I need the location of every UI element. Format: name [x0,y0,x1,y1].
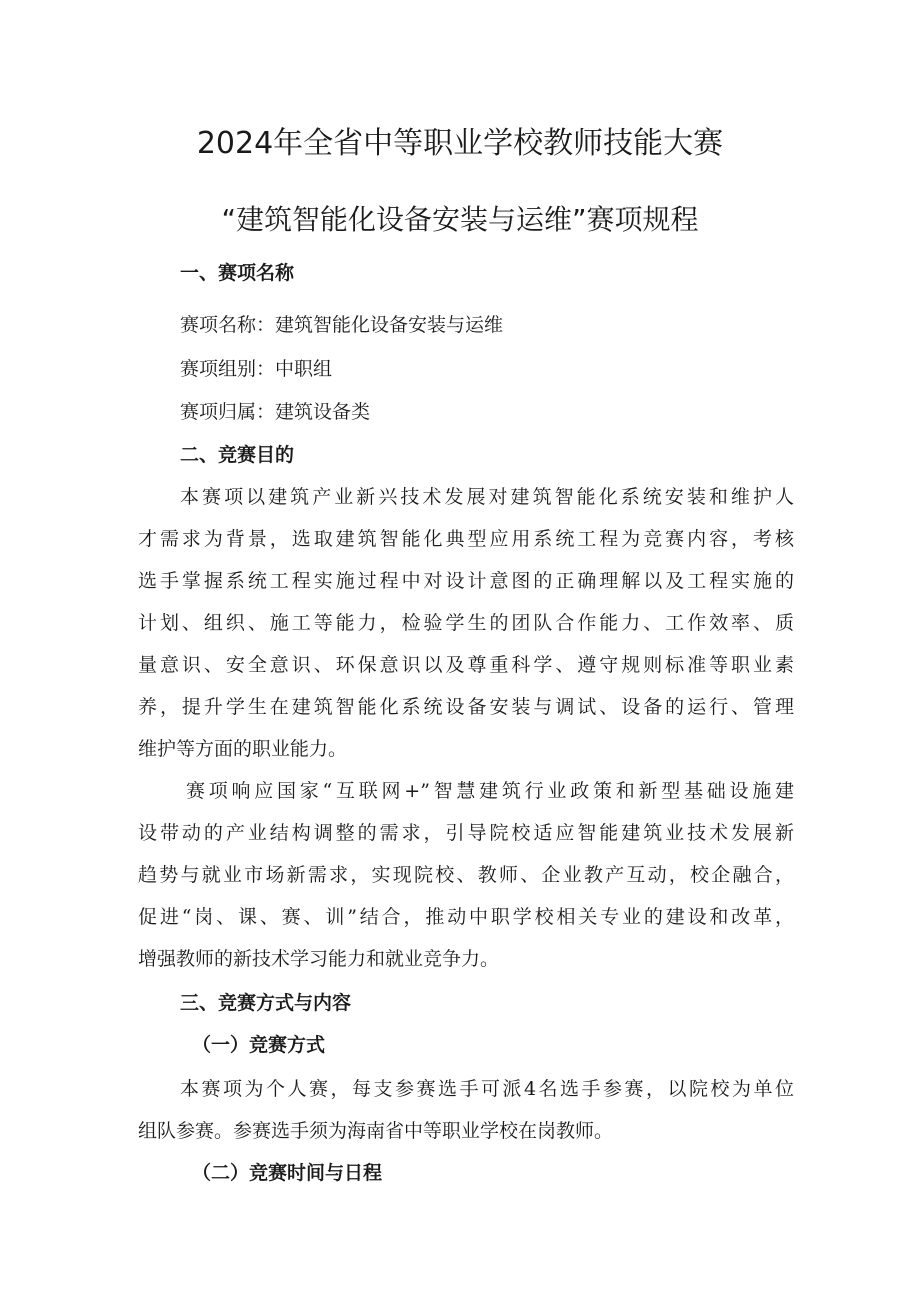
paragraph-line: 量意识、安全意识、环保意识以及尊重科学、遵守规则标准等职业素 [138,654,794,676]
paragraph-line: 本赛项以建筑产业新兴技术发展对建筑智能化系统安装和维护人 [180,486,794,508]
section-heading-3: 三、竞赛方式与内容 [180,992,352,1014]
paragraph-line: 组队参赛。参赛选手须为海南省中等职业学校在岗教师。 [138,1120,614,1142]
section-heading-1: 一、赛项名称 [180,262,295,284]
paragraph-line: 赛项响应国家“互联网+”智慧建筑行业政策和新型基础设施建 [186,780,794,802]
section-heading-2: 二、竞赛目的 [180,444,295,466]
paragraph-line: 才需求为背景，选取建筑智能化典型应用系统工程为竞赛内容，考核 [138,528,794,550]
paragraph-line: 维护等方面的职业能力。 [138,738,348,760]
document-subtitle: “建筑智能化设备安装与运维”赛项规程 [221,203,699,236]
event-group: 赛项组别：中职组 [180,358,333,380]
paragraph-line: 选手掌握系统工程实施过程中对设计意图的正确理解以及工程实施的 [138,570,794,592]
event-category: 赛项归属：建筑设备类 [180,401,371,423]
paragraph-line: 设带动的产业结构调整的需求，引导院校适应智能建筑业技术发展新 [138,822,794,844]
paragraph-line: 增强教师的新技术学习能力和就业竞争力。 [138,948,500,970]
paragraph-line: 计划、组织、施工等能力，检验学生的团队合作能力、工作效率、质 [138,612,794,634]
event-name: 赛项名称：建筑智能化设备安装与运维 [180,314,504,336]
paragraph-line: 养，提升学生在建筑智能化系统设备安装与调试、设备的运行、管理 [138,696,794,718]
subsection-heading-2: （二）竞赛时间与日程 [192,1162,383,1184]
paragraph-line: 促进“岗、课、赛、训”结合，推动中职学校相关专业的建设和改革， [138,906,794,928]
document-title: 2024年全省中等职业学校教师技能大赛 [196,126,724,161]
paragraph-line: 本赛项为个人赛，每支参赛选手可派4名选手参赛，以院校为单位 [180,1078,794,1100]
subsection-heading-1: （一）竞赛方式 [192,1034,326,1056]
paragraph-line: 趋势与就业市场新需求，实现院校、教师、企业教产互动，校企融合， [138,864,794,886]
